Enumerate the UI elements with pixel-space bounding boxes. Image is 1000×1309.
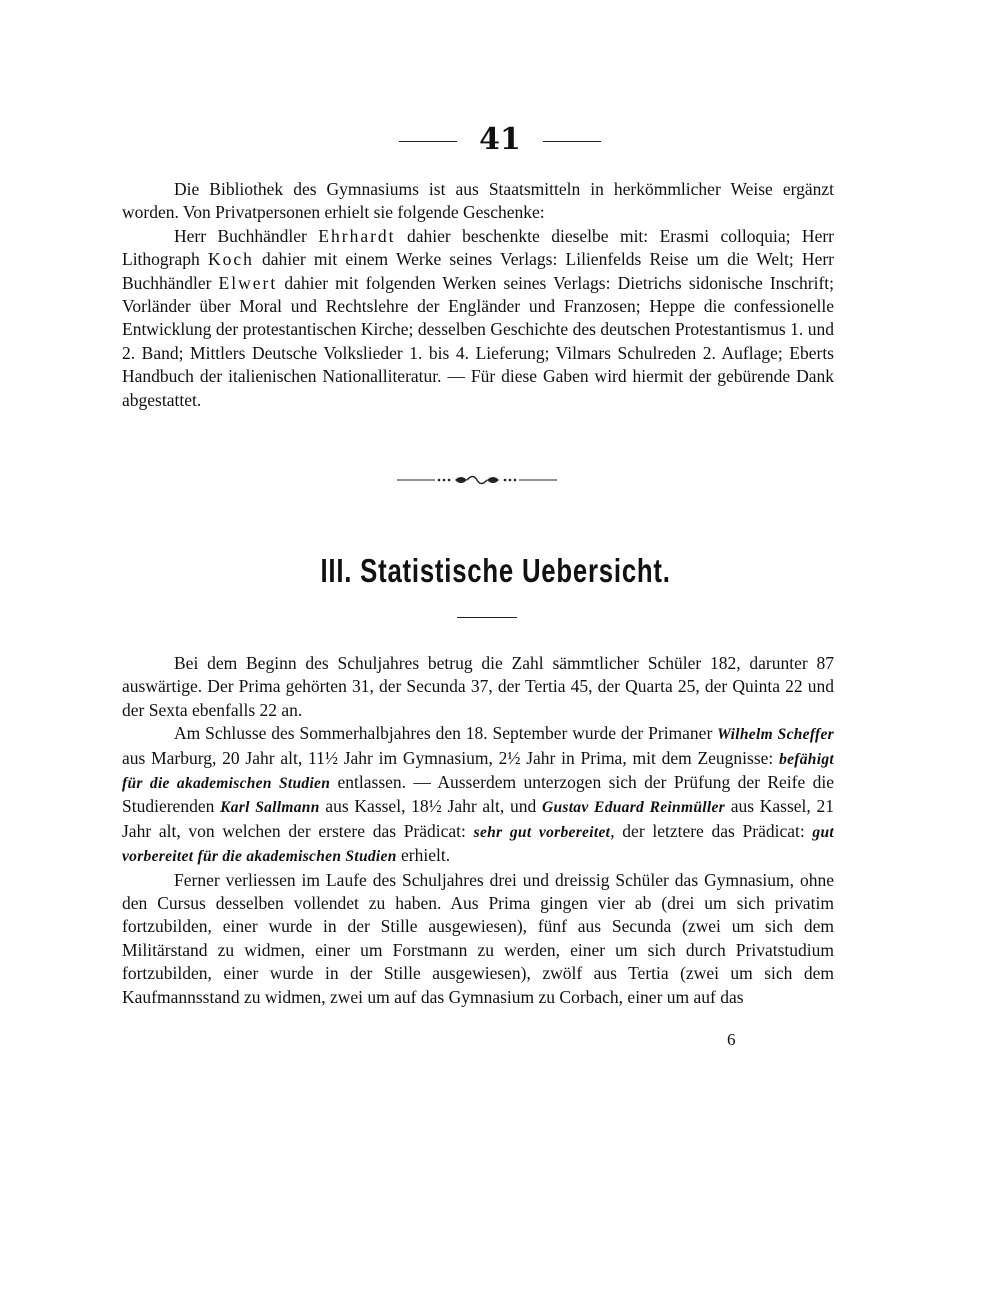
verdict-2: sehr gut vorbereitet	[473, 823, 611, 841]
graduates-text-c: entlassen. — Ausserdem unterzogen sich der Prüfung der Reife die Studierenden	[122, 772, 834, 817]
donor-name-koch: Koch	[207, 249, 254, 270]
header-rule-left	[399, 141, 457, 142]
graduates-paragraph	[122, 722, 834, 868]
verdict-1: befähigt für die akademischen Studien	[122, 750, 834, 793]
donations-text-c: dahier mit einem Werke seines Verlags: Lilienfelds Reise um die Welt; Herr Buchhändler	[122, 249, 834, 293]
graduates-text-e: aus Kassel, 21 Jahr alt, von welchen der erstere das Prädicat:	[122, 796, 834, 841]
graduates-text-g: erhielt.	[396, 845, 451, 866]
header-rule-right	[543, 141, 601, 142]
donor-name-ehrhardt: Ehrhardt	[318, 225, 396, 246]
statistics-section	[122, 652, 834, 1009]
signature-mark: 6	[727, 1030, 736, 1049]
section-numeral: III.	[320, 552, 353, 589]
ornament-divider	[395, 472, 559, 488]
page-header	[0, 122, 1000, 157]
donations-text-a: Herr Buchhändler	[174, 225, 319, 246]
page-number: 41	[479, 122, 521, 157]
section-title-text: Statistische Uebersicht.	[360, 552, 671, 589]
student-name-sallmann: Karl Sallmann	[220, 799, 320, 817]
library-intro-paragraph: Die Bibliothek des Gymnasiums ist aus Staatsmitteln in herkömmlicher Weise ergänzt worden. Von Privatpersonen erhielt sie folgende Geschenke:	[122, 179, 834, 223]
graduates-text-a: Am Schlusse des Sommerhalbjahres den 18. September wurde der Primaner	[174, 723, 718, 744]
donations-paragraph	[122, 225, 834, 412]
graduates-text-f: , der letztere das Prädicat:	[610, 820, 813, 841]
student-name-scheffer: Wilhelm Scheffer	[717, 726, 835, 744]
verdict-3: gut vorbereitet für die akademischen Studien	[122, 823, 834, 866]
section-title-rule	[457, 617, 517, 618]
student-name-reinmueller: Gustav Eduard Reinmüller	[541, 799, 725, 817]
enrollment-paragraph: Bei dem Beginn des Schuljahres betrug die Zahl sämmtlicher Schüler 182, darunter 87 auswärtige. Der Prima gehörten 31, der Secunda 37, der Tertia 45, der Quarta 25, der Quinta 22 und der Sexta ebenfalls 22 an.	[122, 653, 834, 720]
graduates-text-d: aus Kassel, 18½ Jahr alt, und	[319, 796, 542, 817]
section-heading	[106, 552, 886, 590]
departures-paragraph: Ferner verliessen im Laufe des Schuljahres drei und dreissig Schüler das Gymnasium, ohne den Cursus desselben vollendet zu haben. Aus Prima gingen vier ab (drei um sich privatim fortzubilden, einer wurde in der Stille ausgewiesen), fünf aus Secunda (zwei um sich dem Militärstand zu widmen, einer um Forstmann zu werden, einer um sich durch Privatstudium fortzubilden, einer wurde in der Stille ausgewiesen), zwölf aus Tertia (zwei um sich dem Kaufmannsstand zu widmen, zwei um auf das Gymnasium zu Corbach, einer um auf das	[122, 869, 834, 1007]
donations-text-b: dahier beschenkte dieselbe mit: Erasmi colloquia; Herr Lithograph	[122, 225, 834, 270]
graduates-text-b: aus Marburg, 20 Jahr alt, 11½ Jahr im Gymnasium, 2½ Jahr in Prima, mit dem Zeugnisse:	[122, 747, 780, 768]
donations-text-d: dahier mit folgenden Werken seines Verlags: Dietrichs sidonische Inschrift; Vorländer über Moral und Rechtslehre der Engländer und Franzosen; Heppe die confessionelle Entwicklung der protestantischen Kirche; desselben Geschichte des deutschen Protestantismus 1. und 2. Band; Mittlers Deutsche Volkslieder 1. bis 4. Lieferung; Vilmars Schulreden 2. Auflage; Eberts Handbuch der italienischen Nationalliteratur. — Für diese Gaben wird hiermit der gebürende Dank abgestattet.	[122, 272, 834, 410]
library-section	[122, 178, 834, 412]
donor-name-elwert: Elwert	[218, 272, 278, 293]
